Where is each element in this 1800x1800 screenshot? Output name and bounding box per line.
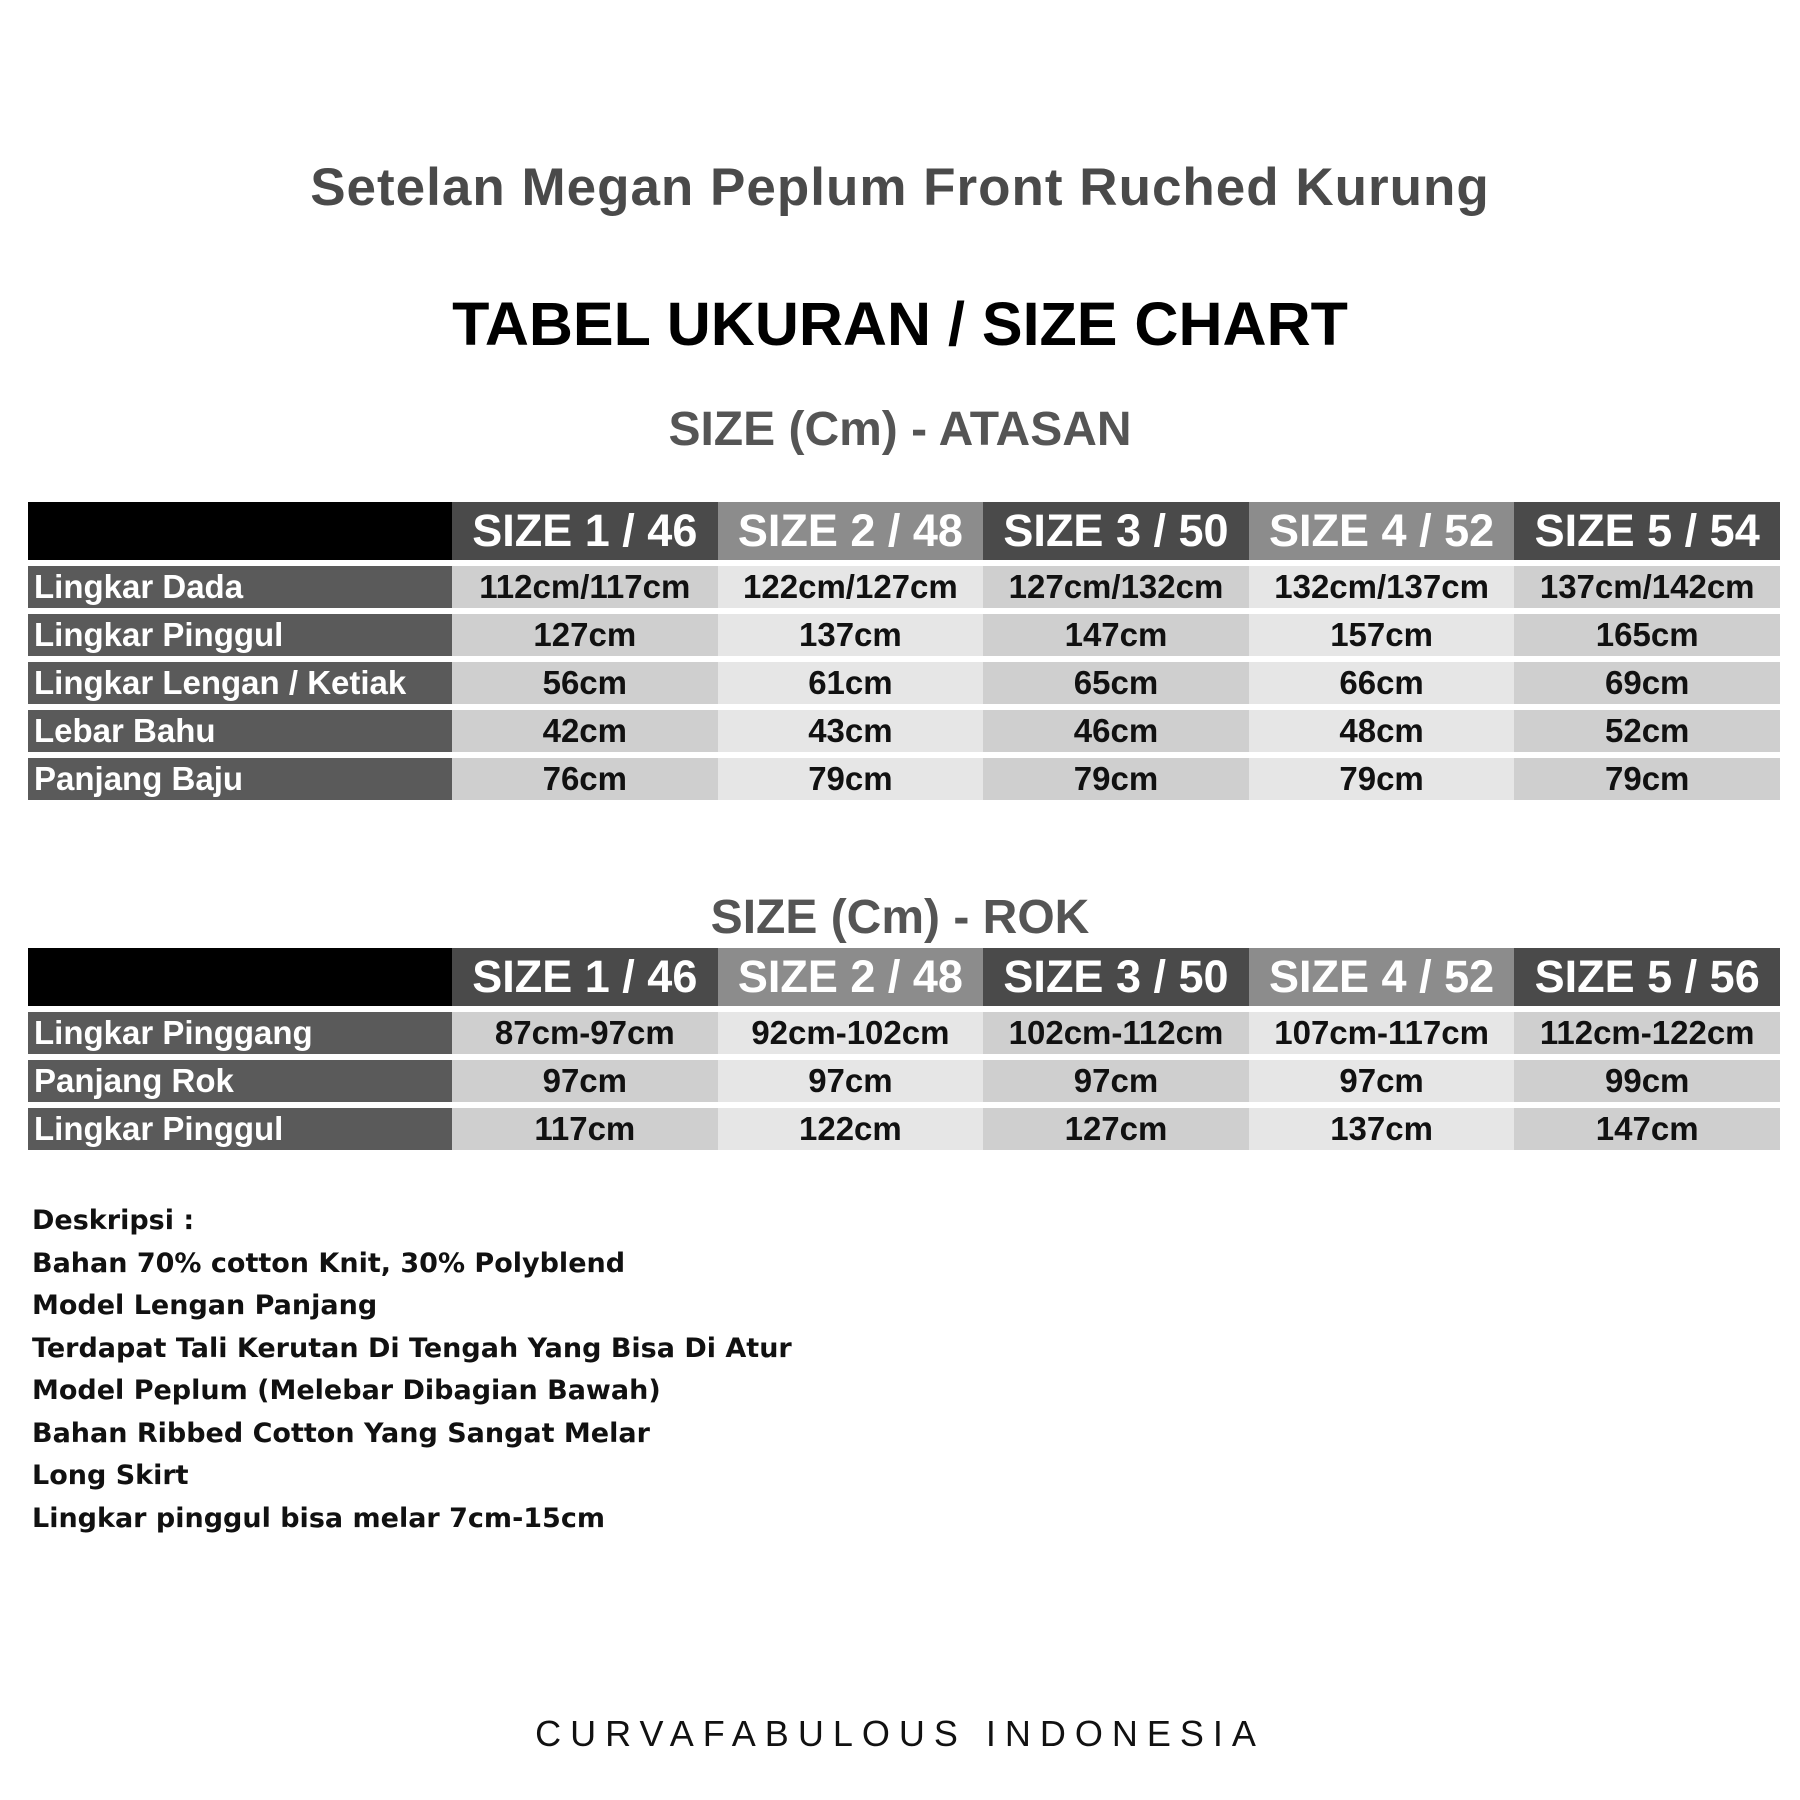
size-value-cell: 61cm	[718, 659, 984, 707]
size-value-cell: 112cm-122cm	[1514, 1009, 1780, 1057]
description-line: Terdapat Tali Kerutan Di Tengah Yang Bisa Di Atur	[32, 1332, 792, 1364]
size-value-cell: 52cm	[1514, 707, 1780, 755]
size-value-cell: 43cm	[718, 707, 984, 755]
table-row	[28, 611, 1780, 659]
description-line: Long Skirt	[32, 1460, 189, 1491]
size-value-cell: 122cm/127cm	[718, 563, 984, 611]
row-label: Lingkar Dada	[28, 563, 452, 611]
description-line: Bahan Ribbed Cotton Yang Sangat Melar	[32, 1417, 650, 1449]
size-value-cell: 127cm	[452, 611, 718, 659]
size-header: SIZE 3 / 50	[983, 948, 1249, 1009]
size-value-cell: 132cm/137cm	[1249, 563, 1515, 611]
size-value-cell: 127cm	[983, 1105, 1249, 1150]
header-corner-cell	[28, 948, 452, 1009]
table-row	[28, 563, 1780, 611]
size-value-cell: 87cm-97cm	[452, 1009, 718, 1057]
size-header: SIZE 5 / 54	[1514, 502, 1780, 563]
size-value-cell: 122cm	[718, 1105, 984, 1150]
row-label: Panjang Baju	[28, 755, 452, 800]
size-value-cell: 97cm	[718, 1057, 984, 1105]
description-line: Model Lengan Panjang	[32, 1290, 378, 1321]
row-label: Lingkar Pinggul	[28, 1105, 452, 1150]
size-header: SIZE 3 / 50	[983, 502, 1249, 563]
table-row	[28, 659, 1780, 707]
size-value-cell: 66cm	[1249, 659, 1515, 707]
size-value-cell: 97cm	[983, 1057, 1249, 1105]
size-value-cell: 107cm-117cm	[1249, 1009, 1515, 1057]
description-line: Model Peplum (Melebar Dibagian Bawah)	[32, 1375, 661, 1406]
row-label: Lingkar Pinggang	[28, 1009, 452, 1057]
row-label: Lebar Bahu	[28, 707, 452, 755]
table-header-row	[28, 502, 1780, 563]
table-row	[28, 707, 1780, 755]
size-value-cell: 117cm	[452, 1105, 718, 1150]
size-header: SIZE 1 / 46	[452, 502, 718, 563]
size-value-cell: 147cm	[1514, 1105, 1780, 1150]
table-header-row	[28, 948, 1780, 1009]
size-value-cell: 79cm	[983, 755, 1249, 800]
size-value-cell: 137cm/142cm	[1514, 563, 1780, 611]
table-row	[28, 1009, 1780, 1057]
size-value-cell: 127cm/132cm	[983, 563, 1249, 611]
atasan-size-table	[28, 502, 1780, 800]
description-line: Bahan 70% cotton Knit, 30% Polyblend	[32, 1247, 626, 1279]
product-title: Setelan Megan Peplum Front Ruched Kurung	[310, 158, 1490, 217]
size-value-cell: 97cm	[1249, 1057, 1515, 1105]
rok-section-title: SIZE (Cm) - ROK	[710, 891, 1090, 944]
size-value-cell: 46cm	[983, 707, 1249, 755]
row-label: Lingkar Lengan / Ketiak	[28, 659, 452, 707]
size-value-cell: 137cm	[718, 611, 984, 659]
size-header: SIZE 1 / 46	[452, 948, 718, 1009]
table-row	[28, 1105, 1780, 1150]
size-value-cell: 97cm	[452, 1057, 718, 1105]
header-corner-cell	[28, 502, 452, 563]
description-heading: Deskripsi :	[32, 1205, 195, 1236]
size-value-cell: 69cm	[1514, 659, 1780, 707]
size-value-cell: 92cm-102cm	[718, 1009, 984, 1057]
size-value-cell: 147cm	[983, 611, 1249, 659]
size-value-cell: 112cm/117cm	[452, 563, 718, 611]
size-value-cell: 56cm	[452, 659, 718, 707]
rok-size-table	[28, 948, 1780, 1150]
size-value-cell: 76cm	[452, 755, 718, 800]
size-value-cell: 79cm	[1249, 755, 1515, 800]
row-label: Lingkar Pinggul	[28, 611, 452, 659]
size-header: SIZE 2 / 48	[718, 948, 984, 1009]
size-value-cell: 157cm	[1249, 611, 1515, 659]
description-line: Lingkar pinggul bisa melar 7cm-15cm	[32, 1502, 605, 1534]
table-row	[28, 1057, 1780, 1105]
size-chart-title: TABEL UKURAN / SIZE CHART	[452, 290, 1348, 358]
size-value-cell: 42cm	[452, 707, 718, 755]
table-row	[28, 755, 1780, 800]
size-value-cell: 79cm	[1514, 755, 1780, 800]
size-header: SIZE 4 / 52	[1249, 948, 1515, 1009]
size-value-cell: 99cm	[1514, 1057, 1780, 1105]
row-label: Panjang Rok	[28, 1057, 452, 1105]
size-header: SIZE 2 / 48	[718, 502, 984, 563]
size-value-cell: 65cm	[983, 659, 1249, 707]
size-value-cell: 79cm	[718, 755, 984, 800]
size-header: SIZE 5 / 56	[1514, 948, 1780, 1009]
size-value-cell: 102cm-112cm	[983, 1009, 1249, 1057]
size-value-cell: 165cm	[1514, 611, 1780, 659]
atasan-section-title: SIZE (Cm) - ATASAN	[668, 403, 1132, 456]
size-value-cell: 137cm	[1249, 1105, 1515, 1150]
size-value-cell: 48cm	[1249, 707, 1515, 755]
size-header: SIZE 4 / 52	[1249, 502, 1515, 563]
product-description	[32, 1200, 792, 1540]
brand-name: CURVAFABULOUS INDONESIA	[535, 1713, 1265, 1754]
